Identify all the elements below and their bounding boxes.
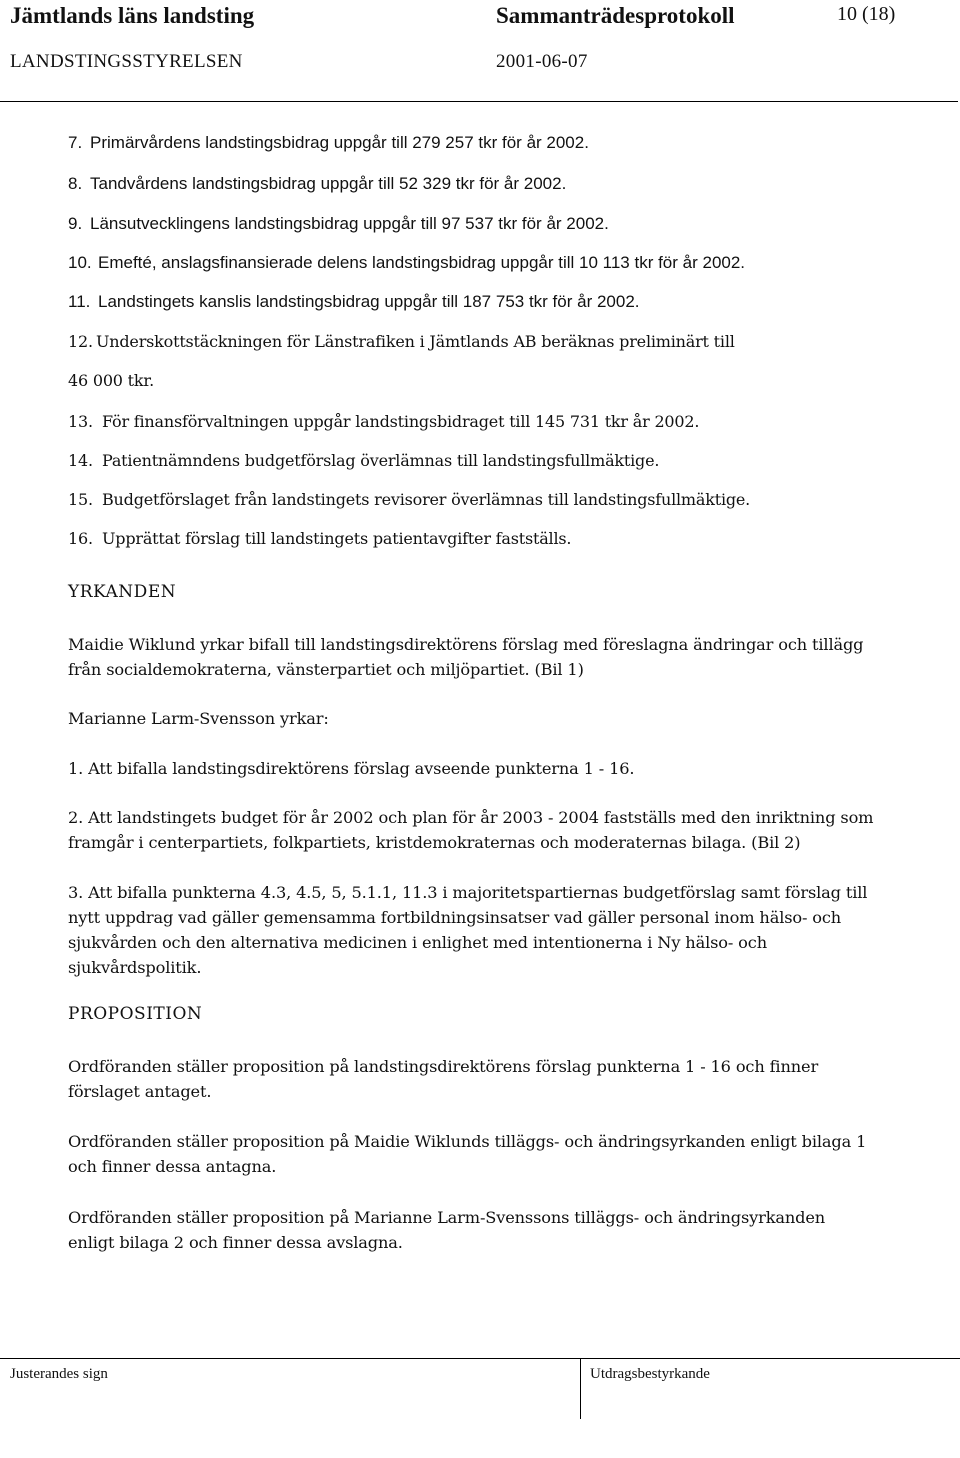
- list-item: 11. Landstingets kanslis landstingsbidrag uppgår till 187 753 tkr för år 2002.: [68, 292, 640, 311]
- paragraph: 1. Att bifalla landstingsdirektörens förslag avseende punkterna 1 - 16.: [68, 759, 635, 778]
- footer-utdragsbestyrkande: Utdragsbestyrkande: [590, 1366, 710, 1382]
- list-item: 16. Upprättat förslag till landstingets patientavgifter fastställs.: [68, 529, 572, 548]
- footer-rule: [0, 1358, 960, 1359]
- section-heading-yrkanden: YRKANDEN: [68, 582, 177, 602]
- list-item: 12. Underskottstäckningen för Länstrafiken i Jämtlands AB beräknas preliminärt till: [68, 332, 735, 351]
- list-item: 15. Budgetförslaget från landstingets revisorer överlämnas till landstingsfullmäktige.: [68, 490, 751, 509]
- paragraph: Ordföranden ställer proposition på Marianne Larm-Svenssons tilläggs- och ändringsyrkanden enligt bilaga 2 och finner dessa avslagna.: [68, 1208, 826, 1252]
- header-rule: [0, 101, 958, 102]
- footer-divider: [580, 1359, 582, 1419]
- paragraph: Marianne Larm-Svensson yrkar:: [68, 709, 329, 728]
- meeting-date: 2001-06-07: [496, 51, 588, 72]
- page-number: 10 (18): [837, 3, 896, 25]
- list-item: 9. Länsutvecklingens landstingsbidrag uppgår till 97 537 tkr för år 2002.: [68, 214, 609, 233]
- paragraph: Ordföranden ställer proposition på Maidie Wiklunds tilläggs- och ändringsyrkanden enligt bilaga 1 och finner dessa antagna.: [68, 1132, 867, 1176]
- list-item: 7. Primärvårdens landstingsbidrag uppgår till 279 257 tkr för år 2002.: [68, 133, 589, 152]
- paragraph: 2. Att landstingets budget för år 2002 och plan för år 2003 - 2004 fastställs med den inriktning som framgår i centerpartiets, folkpartiets, kristdemokraternas och moderaternas bilaga. (Bil 2): [68, 808, 874, 852]
- list-item: 8. Tandvårdens landstingsbidrag uppgår till 52 329 tkr för år 2002.: [68, 174, 567, 193]
- organization-name: Jämtlands läns landsting: [10, 3, 255, 28]
- paragraph: 3. Att bifalla punkterna 4.3, 4.5, 5, 5.1.1, 11.3 i majoritetspartiernas budgetförslag samt förslag till nytt uppdrag vad gäller gemensamma fortbildningsinsatser vad gäller personal inom hälso- och sjukvården och den alternativa medicinen i enlighet med intentionerna i Ny hälso- och sjukvårdspolitik.: [68, 883, 868, 977]
- section-heading-proposition: PROPOSITION: [68, 1004, 203, 1024]
- board-name: LANDSTINGSSTYRELSEN: [10, 51, 243, 72]
- list-item: 13. För finansförvaltningen uppgår landstingsbidraget till 145 731 tkr år 2002.: [68, 412, 700, 431]
- document-type: Sammanträdesprotokoll: [496, 3, 735, 28]
- paragraph: Ordföranden ställer proposition på landstingsdirektörens förslag punkterna 1 - 16 och finner förslaget antaget.: [68, 1057, 819, 1101]
- footer-justerandes-sign: Justerandes sign: [10, 1366, 108, 1382]
- list-item-continuation: 46 000 tkr.: [68, 371, 154, 390]
- list-item: 14. Patientnämndens budgetförslag överlämnas till landstingsfullmäktige.: [68, 451, 660, 470]
- paragraph: Maidie Wiklund yrkar bifall till landstingsdirektörens förslag med föreslagna ändringar och tillägg från socialdemokraterna, vänsterpartiet och miljöpartiet. (Bil 1): [68, 635, 864, 679]
- list-item: 10. Emefté, anslagsfinansierade delens landstingsbidrag uppgår till 10 113 tkr för år 2002.: [68, 253, 746, 272]
